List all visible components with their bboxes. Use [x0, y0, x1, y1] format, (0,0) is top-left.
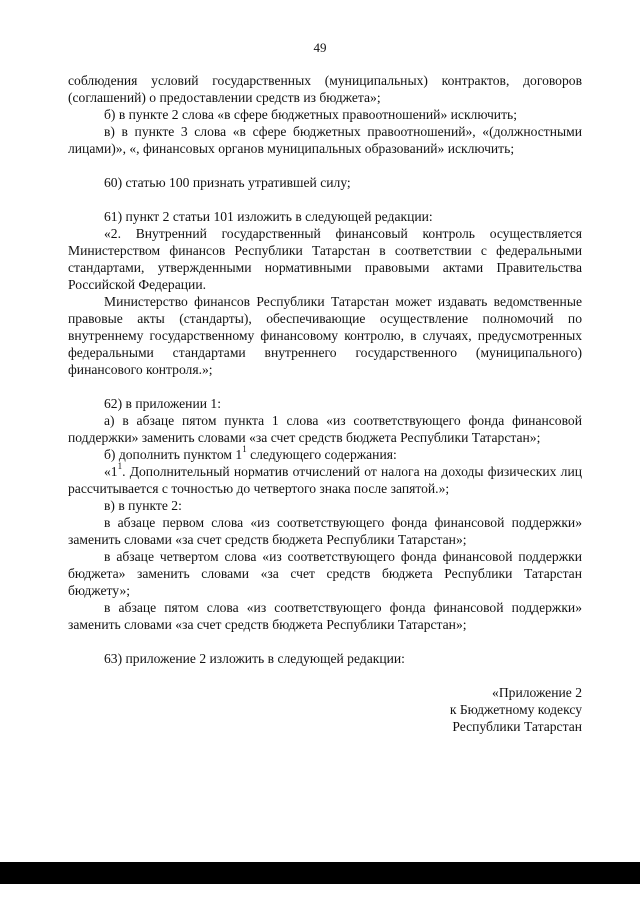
paragraph: в) в пункте 3 слова «в сфере бюджетных правоотношений», «(должностными лицами)», «, финансовых органов муниципальных образований» исключить; — [68, 124, 582, 156]
superscript: 1 — [242, 444, 247, 455]
paragraph: в абзаце пятом слова «из соответствующего фонда финансовой поддержки» заменить словами «за счет средств бюджета Республики Татарстан»; — [68, 600, 582, 632]
document-body — [68, 72, 582, 735]
paragraph-text: следующего содержания: — [246, 447, 397, 462]
paragraph: б) в пункте 2 слова «в сфере бюджетных правоотношений» исключить; — [104, 107, 517, 122]
appendix-header-line: Республики Татарстан — [452, 719, 582, 734]
appendix-header-line: «Приложение 2 — [492, 685, 582, 700]
paragraph-text: . Дополнительный норматив отчислений от налога на доходы физических лиц рассчитывается с точностью до четвертого знака после запятой.»; — [68, 464, 582, 496]
paragraph: в абзаце четвертом слова «из соответствующего фонда финансовой поддержки бюджета» заменить словами «за счет средств бюджета Республики Татарстан бюджету»; — [68, 549, 582, 598]
paragraph: Министерство финансов Республики Татарстан может издавать ведомственные правовые акты (стандарты), обеспечивающие осуществление полномочий по внутреннему государственному финансовому контролю, в случаях, предусмотренных федеральными стандартами внутреннего государственного (муниципального) финансового контроля.»; — [68, 294, 582, 377]
paragraph: в) в пункте 2: — [104, 498, 182, 513]
paragraph: 60) статью 100 признать утратившей силу; — [104, 175, 351, 190]
paragraph: «2. Внутренний государственный финансовый контроль осуществляется Министерством финансов Республики Татарстан в соответствии с федеральными стандартами, утвержденными нормативными правовыми актами Правительства Российской Федерации. — [68, 226, 582, 292]
paragraph-text: б) дополнить пунктом 1 — [104, 447, 243, 462]
paragraph: а) в абзаце пятом пункта 1 слова «из соответствующего фонда финансовой поддержки» заменить словами «за счет средств бюджета Республики Татарстан»; — [68, 413, 582, 445]
page-number: 49 — [313, 40, 327, 55]
paragraph: 61) пункт 2 статьи 101 изложить в следующей редакции: — [104, 209, 433, 224]
paragraph: соблюдения условий государственных (муниципальных) контрактов, договоров (соглашений) о предоставлении средств из бюджета»; — [68, 73, 582, 105]
appendix-header-line: к Бюджетному кодексу — [449, 702, 582, 717]
paragraph — [68, 446, 582, 463]
scan-border — [0, 862, 640, 884]
page-bottom-margin — [0, 884, 640, 905]
paragraph: 62) в приложении 1: — [104, 396, 221, 411]
paragraph: 63) приложение 2 изложить в следующей редакции: — [104, 651, 405, 666]
paragraph — [68, 463, 582, 497]
paragraph: в абзаце первом слова «из соответствующего фонда финансовой поддержки» заменить словами «за счет средств бюджета Республики Татарстан»; — [68, 515, 582, 547]
paragraph-text: «1 — [104, 464, 118, 479]
superscript: 1 — [117, 461, 123, 472]
